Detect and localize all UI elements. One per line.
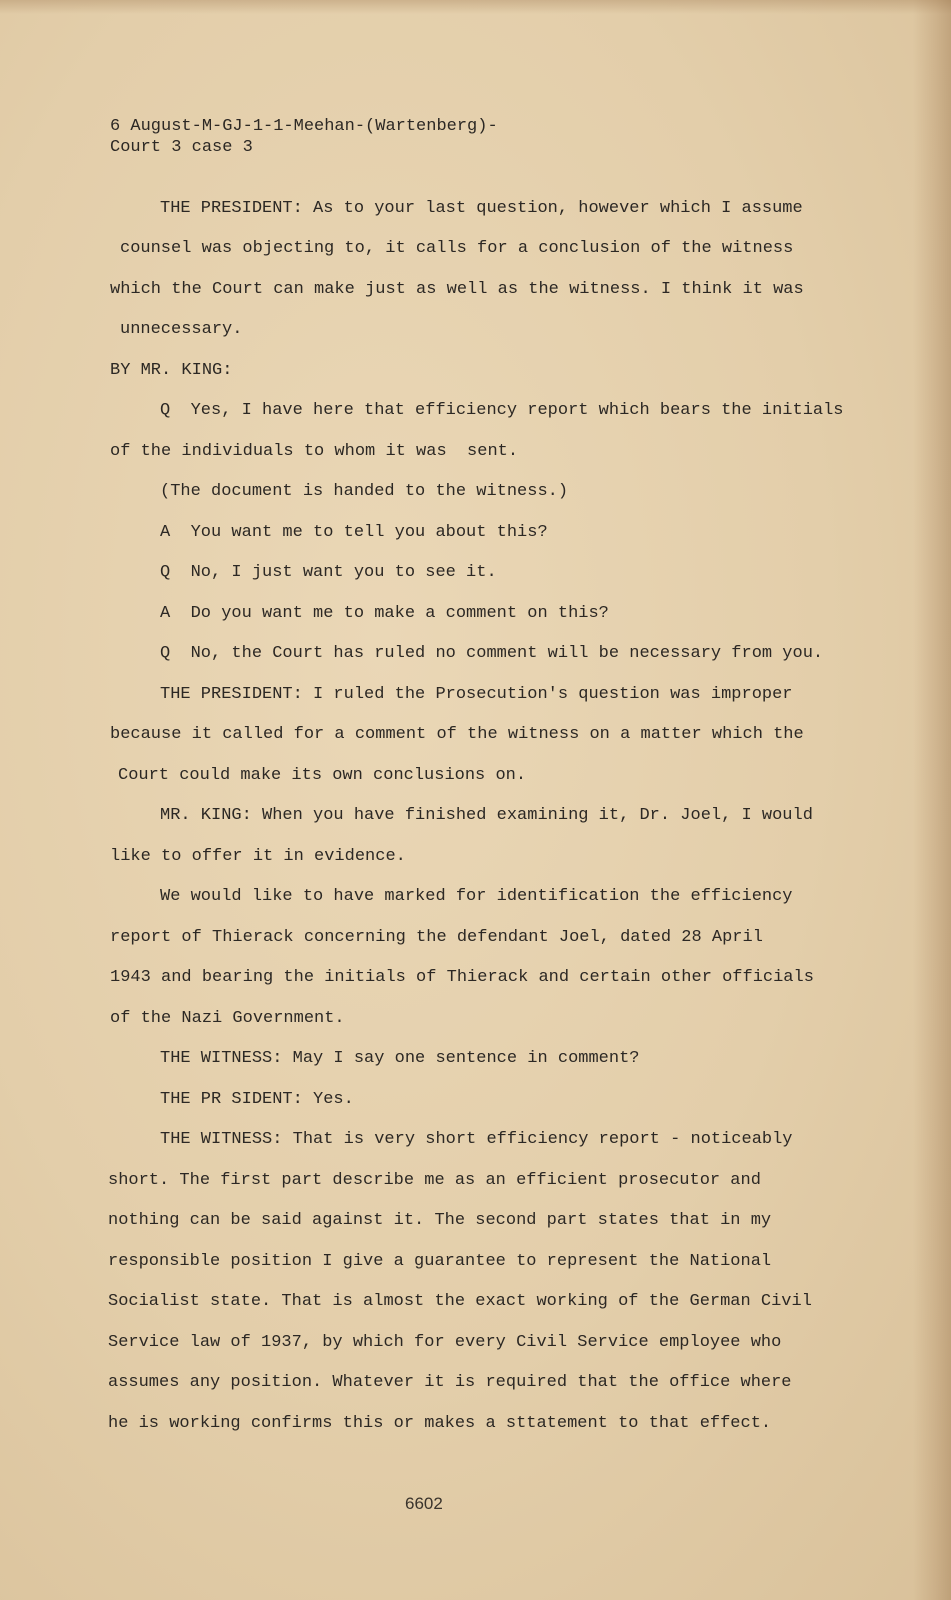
transcript-line: unnecessary. bbox=[120, 320, 243, 339]
transcript-line: THE PRESIDENT: I ruled the Prosecution's question was improper bbox=[160, 685, 793, 704]
header-line-1: 6 August-M-GJ-1-1-Meehan-(Wartenberg)- bbox=[110, 117, 498, 136]
transcript-line: 1943 and bearing the initials of Thierack and certain other officials bbox=[110, 968, 814, 987]
transcript-line: THE PRESIDENT: As to your last question, however which I assume bbox=[160, 199, 803, 218]
transcript-line: because it called for a comment of the witness on a matter which the bbox=[110, 725, 804, 744]
transcript-line: Socialist state. That is almost the exact working of the German Civil bbox=[108, 1292, 812, 1311]
paper-edge-top bbox=[0, 0, 951, 14]
transcript-line: report of Thierack concerning the defendant Joel, dated 28 April bbox=[110, 928, 763, 947]
page-number: 6602 bbox=[405, 1494, 443, 1513]
transcript-line: A You want me to tell you about this? bbox=[160, 523, 548, 542]
transcript-line: of the individuals to whom it was sent. bbox=[110, 442, 519, 461]
transcript-line: of the Nazi Government. bbox=[110, 1009, 345, 1028]
transcript-line: counsel was objecting to, it calls for a conclusion of the witness bbox=[120, 239, 794, 258]
transcript-line: BY MR. KING: bbox=[110, 361, 233, 380]
transcript-line: Court could make its own conclusions on. bbox=[118, 766, 527, 785]
transcript-line: he is working confirms this or makes a sttatement to that effect. bbox=[108, 1414, 772, 1433]
transcript-line: Q No, the Court has ruled no comment will be necessary from you. bbox=[160, 644, 824, 663]
transcript-line: We would like to have marked for identification the efficiency bbox=[160, 887, 793, 906]
transcript-line: THE WITNESS: That is very short efficiency report - noticeably bbox=[160, 1130, 793, 1149]
transcript-line: A Do you want me to make a comment on this? bbox=[160, 604, 609, 623]
transcript-line: THE WITNESS: May I say one sentence in comment? bbox=[160, 1049, 640, 1068]
transcript-line: Service law of 1937, by which for every Civil Service employee who bbox=[108, 1333, 782, 1352]
transcript-line: Q Yes, I have here that efficiency report which bears the initials bbox=[160, 401, 844, 420]
transcript-line: (The document is handed to the witness.) bbox=[160, 482, 569, 501]
transcript-line: MR. KING: When you have finished examining it, Dr. Joel, I would bbox=[160, 806, 813, 825]
transcript-line: like to offer it in evidence. bbox=[110, 847, 406, 866]
paper-edge-right bbox=[913, 0, 951, 1600]
header-line-2: Court 3 case 3 bbox=[110, 138, 253, 157]
transcript-line: short. The first part describe me as an efficient prosecutor and bbox=[108, 1171, 761, 1190]
transcript-line: nothing can be said against it. The second part states that in my bbox=[108, 1211, 772, 1230]
transcript-line: Q No, I just want you to see it. bbox=[160, 563, 497, 582]
transcript-line: THE PR SIDENT: Yes. bbox=[160, 1090, 354, 1109]
transcript-line: assumes any position. Whatever it is required that the office where bbox=[108, 1373, 792, 1392]
transcript-line: which the Court can make just as well as the witness. I think it was bbox=[110, 280, 804, 299]
transcript-line: responsible position I give a guarantee to represent the National bbox=[108, 1252, 772, 1271]
